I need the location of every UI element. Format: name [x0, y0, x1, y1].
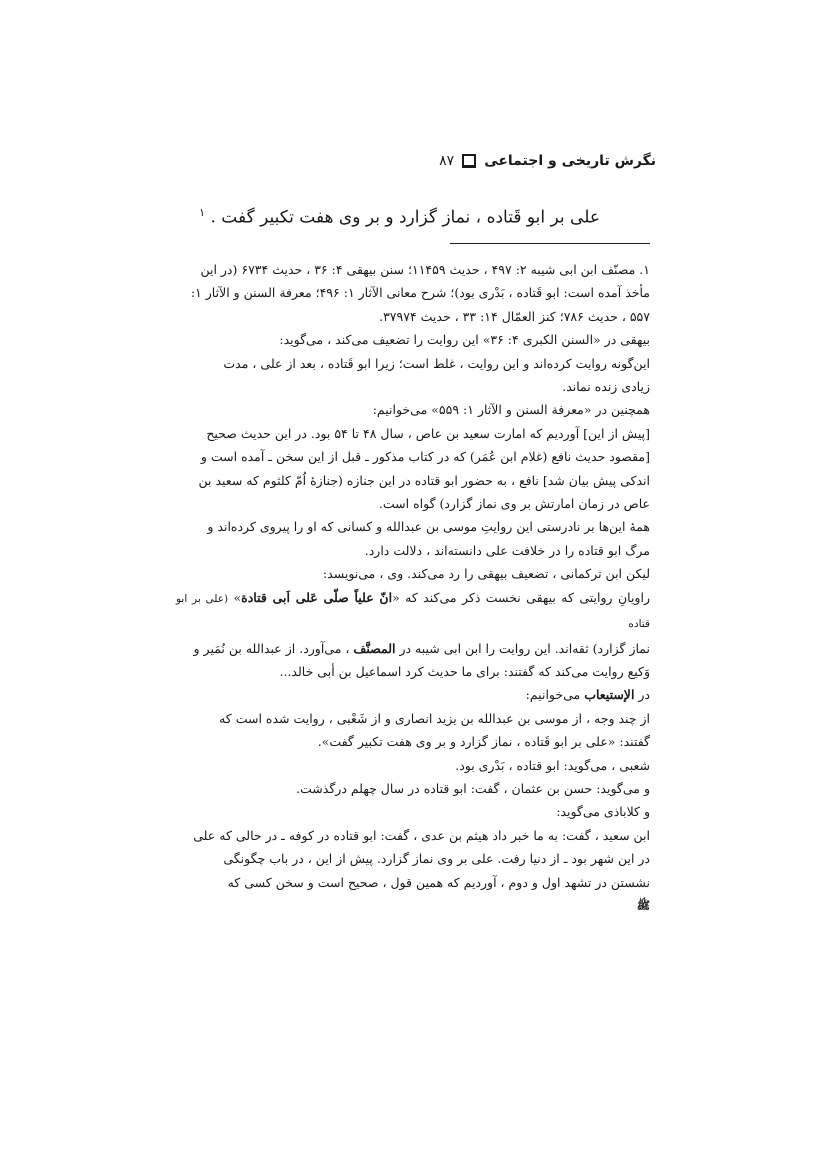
footnote-line: ۱. مصنّف ابن ابی شیبه ۲: ۴۹۷ ، حدیث ۱۱۴۵۹؛ سنن بیهقی ۴: ۳۶ ، حدیث ۶۷۳۴ (در این	[200, 262, 650, 277]
footnote-line	[176, 586, 650, 637]
footnote-text: »	[228, 589, 242, 605]
footnote-text: در	[634, 687, 650, 703]
footnote-line: زیادی زنده نماند.	[562, 379, 650, 395]
footnote-line: همهٔ این‌ها بر نادرستی این روایتِ موسی بن عبدالله و کسانی که او را پیروی کرده‌اند و	[207, 519, 650, 535]
footnote-line: گفتند: «علی بر ابو قَتاده ، نماز گزارد و بر وی هفت تکبیر گفت».	[317, 734, 650, 750]
book-title: المصنَّف	[353, 640, 396, 656]
footnote-text: می‌خوانیم:	[525, 687, 585, 703]
footnote-line: عاص در زمان امارتش بر وی نماز گزارد) گواه است.	[378, 496, 650, 512]
footnote-line: از چند وجه ، از موسی بن عبدالله بن یزید انصاری و از شَعْبی ، روایت شده است که	[219, 710, 650, 726]
footnote-line: مرگ ابو قتاده را در خلافت علی دانسته‌اند ، دلالت دارد.	[364, 542, 650, 558]
footnote-text: راویانِ روایتی که بیهقی نخست ذکر می‌کند که «	[392, 589, 650, 605]
footnote-marker: ۱	[199, 206, 206, 219]
footnote-line: مأخذ آمده است: ابو قَتاده ، بَدْری بود)؛ شرح معانی الآثار ۱: ۴۹۶؛ معرفة السنن و الآثار ۱:	[190, 285, 650, 301]
running-header	[300, 148, 656, 174]
continuation-mark: ﷺ	[636, 898, 650, 912]
footnote-line: [پیش از این] آوردیم که امارت سعید بن عاص ، سال ۴۸ تا ۵۴ بود. در این حدیث صحیح	[206, 425, 650, 441]
footnote-line: ۵۵۷ ، حدیث ۷۸۶؛ کنز العمّال ۱۴: ۳۳ ، حدیث ۳۷۹۷۴.	[379, 308, 650, 324]
footnote-line: این‌گونه روایت کرده‌اند و این روایت ، غلط است؛ زیرا ابو قَتاده ، بعد از علی ، مدت	[223, 355, 650, 371]
footnote-line: لیکن ابن ترکمانی ، تضعیف بیهقی را رد می‌کند. وی ، می‌نویسد:	[322, 566, 650, 582]
quoted-hadith: انّ علیاً صلّی عَلی اَبی قتادة	[241, 589, 393, 605]
footnote-line: وَکیع روایت می‌کند که گفتند: برای ما حدیث کرد اسماعیل بن أبی خالد...	[279, 663, 650, 679]
footnote-line: همچنین در «معرفة السنن و الآثار ۱: ۵۵۹» می‌خوانیم:	[372, 402, 650, 418]
footnote-line: شعبی ، می‌گوید: ابو قتاده ، بَدْری بود.	[455, 757, 650, 773]
footnote-line: و می‌گوید: حسن بن عثمان ، گفت: ابو قتاده در سال چهلم درگذشت.	[296, 780, 650, 796]
footnote-line: ابن سعید ، گفت: به ما خبر داد هیثم بن عدی ، گفت: ابو قتاده در کوفه ـ در حالی که علی	[193, 827, 650, 843]
footnote-line: بیهقی در «السنن الکبری ۴: ۳۶» این روایت را تضعیف می‌کند ، می‌گوید:	[279, 332, 650, 348]
body-text	[180, 198, 600, 233]
footnote-text: ، می‌آورد. از عبدالله بن نُمَیر و	[193, 640, 354, 656]
footnote-line: نشستن در تشهد اول و دوم ، آوردیم که همین قول ، صحیح است و سخن کسی که	[227, 874, 650, 890]
body-sentence: علی بر ابو قَتاده ، نماز گزارد و بر وی هفت تکبیر گفت .	[210, 207, 600, 228]
chapter-title: نگرش تاریخی و اجتماعی	[484, 153, 656, 169]
footnote-line: اندکی پیش بیان شد] نافع ، به حضور ابو قتاده در این جنازه (جنازهٔ اُمّ کلثوم که سعید بن	[198, 472, 650, 488]
page-number: ۸۷	[439, 153, 455, 169]
footnote-line: در این شهر بود ـ از دنیا رفت. علی بر وی نماز گزارد. پیش از این ، در باب چگونگی	[223, 851, 650, 867]
footnote-line	[176, 683, 650, 706]
footnote-text: نماز گزارد) ثقه‌اند. این روایت را ابن ابی شیبه در	[395, 640, 650, 656]
footnote-separator	[450, 243, 650, 244]
footnote-line: [مقصود حدیث نافع (غلام ابن عُمَر) که در کتاب مذکور ـ قبل از این سخن ـ آمده است و	[200, 449, 650, 465]
footnote-block	[176, 258, 650, 917]
book-title: الإستیعاب	[584, 687, 635, 703]
footnote-gloss: (علی بر ابو قتاده	[176, 592, 650, 631]
footnote-line: و کلاباذی می‌گوید:	[556, 804, 650, 820]
footnote-line	[176, 637, 650, 660]
square-ornament-icon	[462, 154, 476, 168]
